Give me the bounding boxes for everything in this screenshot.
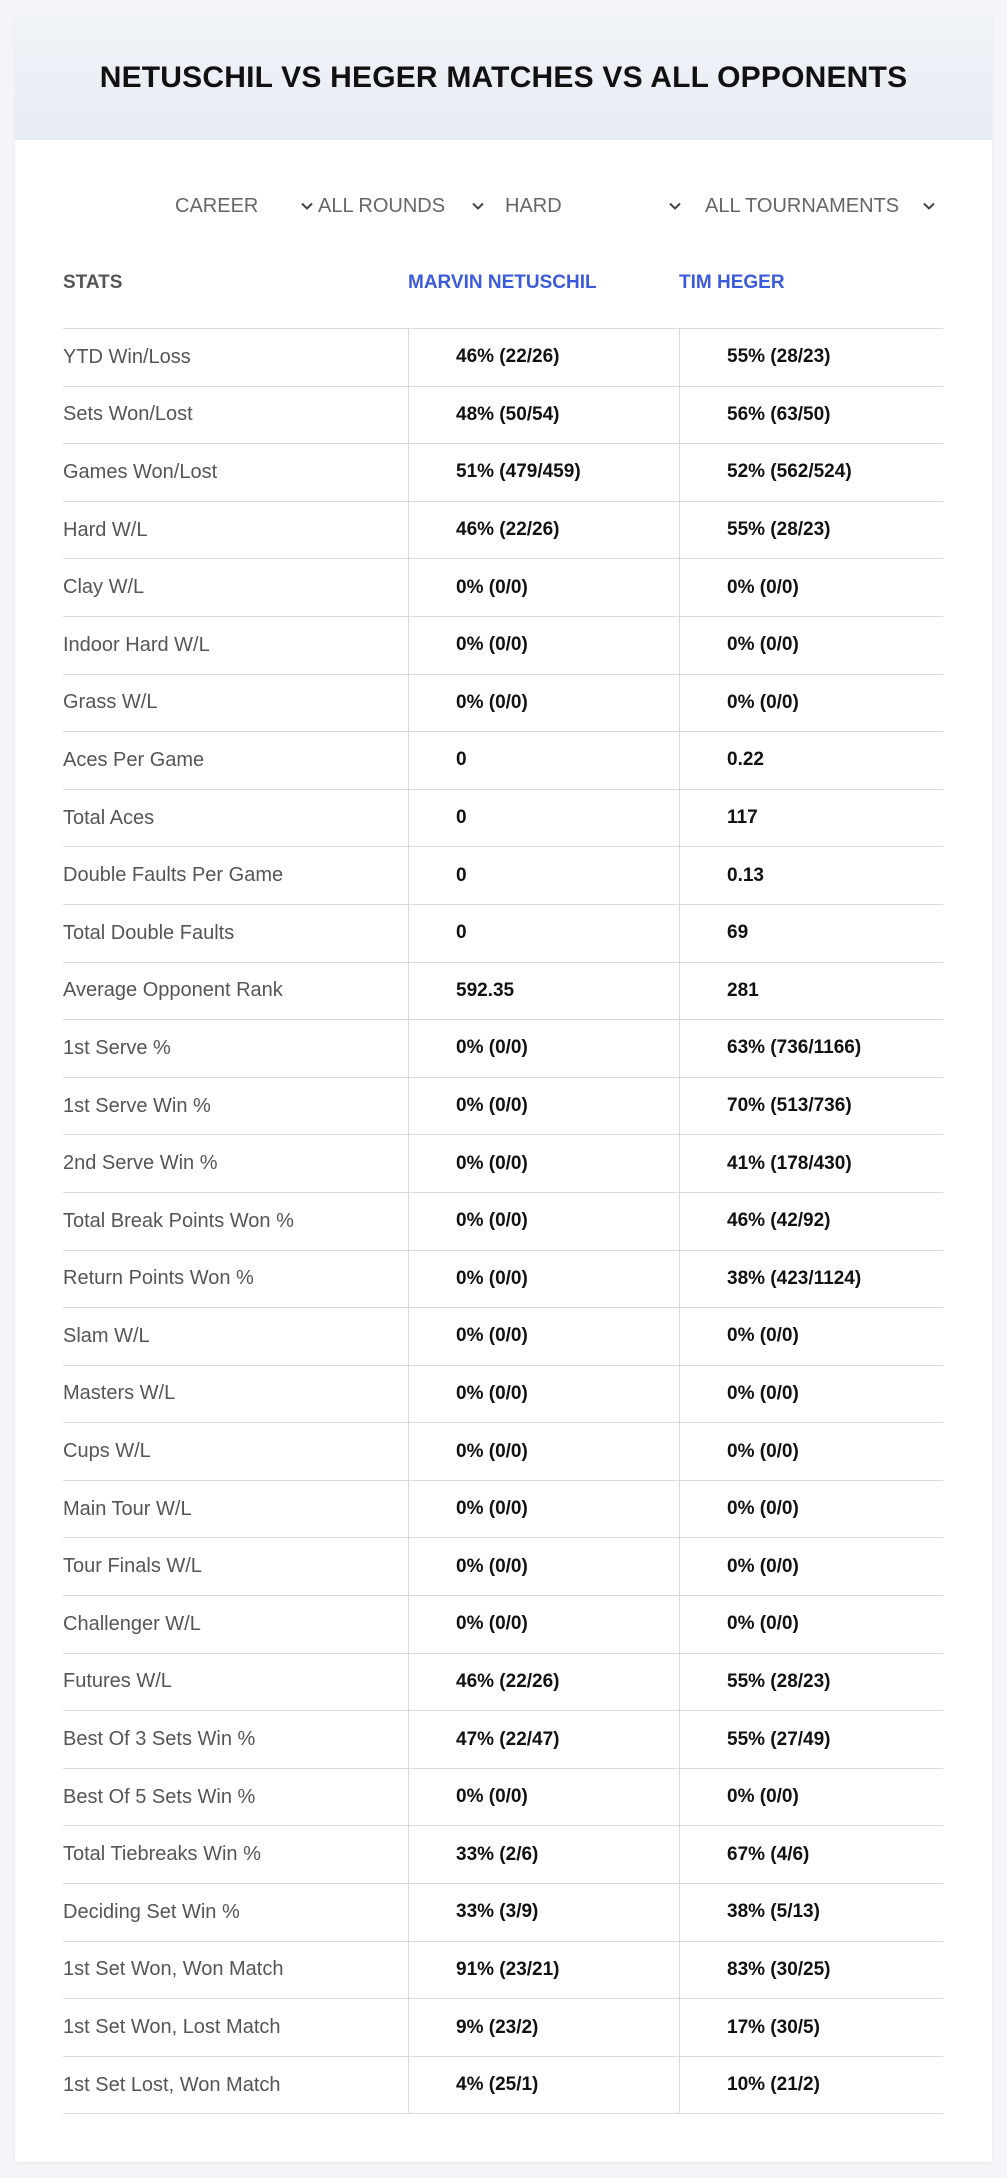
player2-value-text: 0% (0/0) <box>727 1382 799 1404</box>
player2-value-text: 0% (0/0) <box>727 576 799 598</box>
stat-label: Total Double Faults <box>63 921 235 944</box>
player2-value <box>679 1711 831 1768</box>
chevron-down-icon <box>921 198 937 214</box>
table-row <box>63 387 943 445</box>
player2-value <box>679 1020 861 1077</box>
table-row <box>63 559 943 617</box>
stat-label: Double Faults Per Game <box>63 864 284 887</box>
stat-label: Main Tour W/L <box>63 1497 192 1520</box>
stat-label: Games Won/Lost <box>63 460 218 483</box>
player2-value <box>679 387 831 444</box>
filter-career-select[interactable] <box>175 186 315 226</box>
table-row <box>63 847 943 905</box>
player2-value <box>679 1826 809 1883</box>
player1-value-text: 0% (0/0) <box>456 1267 528 1289</box>
player1-value-text: 46% (22/26) <box>456 346 560 368</box>
stats-card <box>15 16 992 2162</box>
stat-label: Grass W/L <box>63 691 158 714</box>
player2-value-text: 0% (0/0) <box>727 1555 799 1577</box>
player1-value <box>408 732 467 789</box>
table-header <box>63 248 943 329</box>
table-row <box>63 1538 943 1596</box>
player2-value <box>679 1942 831 1999</box>
player1-value <box>408 1596 528 1653</box>
stat-label: Indoor Hard W/L <box>63 633 210 656</box>
player2-value-text: 0% (0/0) <box>727 1786 799 1808</box>
player2-value-text: 41% (178/430) <box>727 1152 852 1174</box>
player1-value-text: 4% (25/1) <box>456 2074 539 2096</box>
player2-value <box>679 675 799 732</box>
player2-value <box>679 1769 799 1826</box>
player1-value <box>408 1193 528 1250</box>
card-header <box>15 16 992 140</box>
player1-value <box>408 1251 528 1308</box>
player2-value-text: 0% (0/0) <box>727 1325 799 1347</box>
player2-value <box>679 790 758 847</box>
table-row <box>63 1826 943 1884</box>
filter-bar <box>15 186 992 226</box>
player1-value-text: 0% (0/0) <box>456 1786 528 1808</box>
player1-value-text: 0% (0/0) <box>456 1095 528 1117</box>
stat-label: Best Of 3 Sets Win % <box>63 1728 256 1751</box>
player1-value-text: 0% (0/0) <box>456 1037 528 1059</box>
table-row <box>63 1596 943 1654</box>
table-row <box>63 1884 943 1942</box>
table-row <box>63 1078 943 1136</box>
player1-value <box>408 387 560 444</box>
player2-value-text: 83% (30/25) <box>727 1958 831 1980</box>
player1-value-text: 0% (0/0) <box>456 634 528 656</box>
player1-value-text: 51% (479/459) <box>456 461 581 483</box>
table-body <box>63 329 943 2114</box>
stat-label: Sets Won/Lost <box>63 403 193 426</box>
player2-value-text: 70% (513/736) <box>727 1095 852 1117</box>
player1-value-text: 0% (0/0) <box>456 1210 528 1232</box>
player1-value-text: 9% (23/2) <box>456 2016 539 2038</box>
player2-value <box>679 1884 820 1941</box>
filter-rounds-label: ALL ROUNDS <box>318 194 446 217</box>
player1-value-text: 0% (0/0) <box>456 1325 528 1347</box>
player2-value <box>679 1135 852 1192</box>
player2-value-text: 55% (27/49) <box>727 1728 831 1750</box>
player2-value <box>679 1654 831 1711</box>
stat-label: Total Break Points Won % <box>63 1209 294 1232</box>
player1-value <box>408 1884 538 1941</box>
player1-value-text: 48% (50/54) <box>456 403 560 425</box>
player1-value-text: 0% (0/0) <box>456 576 528 598</box>
player2-value-text: 55% (28/23) <box>727 1670 831 1692</box>
table-row <box>63 1711 943 1769</box>
stat-label: Total Aces <box>63 806 155 829</box>
player1-value <box>408 1711 560 1768</box>
stat-label: Average Opponent Rank <box>63 979 283 1002</box>
player2-value-text: 0% (0/0) <box>727 1498 799 1520</box>
player2-value <box>679 1308 799 1365</box>
stat-label: 2nd Serve Win % <box>63 1152 218 1175</box>
table-row <box>63 1769 943 1827</box>
table-row <box>63 732 943 790</box>
player2-value-text: 52% (562/524) <box>727 461 852 483</box>
player2-value <box>679 1078 852 1135</box>
stat-label: Return Points Won % <box>63 1267 254 1290</box>
player1-value-text: 46% (22/26) <box>456 1670 560 1692</box>
player1-value <box>408 617 528 674</box>
player2-value-text: 17% (30/5) <box>727 2016 820 2038</box>
table-row <box>63 2057 943 2115</box>
table-row <box>63 1366 943 1424</box>
player2-value <box>679 1251 861 1308</box>
player2-value-text: 38% (5/13) <box>727 1901 820 1923</box>
table-row <box>63 502 943 560</box>
player2-value-text: 69 <box>727 922 749 944</box>
table-row <box>63 1942 943 2000</box>
player2-value <box>679 617 799 674</box>
table-row <box>63 1135 943 1193</box>
player1-value <box>408 963 514 1020</box>
player2-value-text: 10% (21/2) <box>727 2074 820 2096</box>
player1-value-text: 0 <box>456 749 467 771</box>
filter-tournaments-label: ALL TOURNAMENTS <box>705 194 900 217</box>
player1-value <box>408 1423 528 1480</box>
player1-value <box>408 1826 538 1883</box>
table-row <box>63 1654 943 1712</box>
player1-value-text: 33% (3/9) <box>456 1901 539 1923</box>
player1-value <box>408 559 528 616</box>
player2-value <box>679 732 764 789</box>
stat-label: Best Of 5 Sets Win % <box>63 1785 256 1808</box>
table-row <box>63 329 943 387</box>
player2-value <box>679 1193 831 1250</box>
player2-value-text: 46% (42/92) <box>727 1210 831 1232</box>
stat-label: 1st Serve % <box>63 1036 171 1059</box>
player1-value <box>408 1366 528 1423</box>
table-row <box>63 905 943 963</box>
player2-value-text: 38% (423/1124) <box>727 1267 862 1289</box>
stat-label: Clay W/L <box>63 576 145 599</box>
table-row <box>63 963 943 1021</box>
player2-value <box>679 559 799 616</box>
player1-value <box>408 329 560 386</box>
player2-value <box>679 1596 799 1653</box>
player1-value <box>408 1020 528 1077</box>
player2-value <box>679 1423 799 1480</box>
filter-career-label: CAREER <box>175 194 259 217</box>
table-row <box>63 444 943 502</box>
column-header-player1[interactable]: MARVIN NETUSCHIL <box>408 272 597 293</box>
stat-label: 1st Set Won, Lost Match <box>63 2016 281 2039</box>
column-header-player2[interactable]: TIM HEGER <box>679 272 785 293</box>
player2-value <box>679 1366 799 1423</box>
table-row <box>63 1423 943 1481</box>
table-row <box>63 1020 943 1078</box>
player2-value <box>679 329 831 386</box>
player1-value <box>408 1538 528 1595</box>
stat-label: Hard W/L <box>63 518 148 541</box>
player1-value <box>408 1308 528 1365</box>
player2-value-text: 281 <box>727 979 759 1001</box>
player2-value-text: 55% (28/23) <box>727 519 831 541</box>
player2-value <box>679 847 764 904</box>
player1-value <box>408 1654 560 1711</box>
player1-value-text: 0 <box>456 807 467 829</box>
player1-value <box>408 1942 560 1999</box>
player2-value <box>679 963 759 1020</box>
player2-value-text: 67% (4/6) <box>727 1843 810 1865</box>
table-row <box>63 1308 943 1366</box>
page-title: NETUSCHIL VS HEGER MATCHES VS ALL OPPONENTS <box>99 61 908 94</box>
stat-label: Cups W/L <box>63 1440 151 1463</box>
table-row <box>63 1999 943 2057</box>
table-row <box>63 675 943 733</box>
player2-value-text: 0% (0/0) <box>727 691 799 713</box>
stat-label: Deciding Set Win % <box>63 1900 240 1923</box>
player1-value-text: 0 <box>456 864 467 886</box>
player2-value <box>679 905 748 962</box>
player1-value-text: 0% (0/0) <box>456 1152 528 1174</box>
player1-value-text: 0% (0/0) <box>456 1440 528 1462</box>
player2-value <box>679 444 852 501</box>
stat-label: 1st Set Won, Won Match <box>63 1958 284 1981</box>
player1-value <box>408 1769 528 1826</box>
player2-value <box>679 1999 820 2056</box>
player1-value <box>408 2057 538 2114</box>
player1-value-text: 46% (22/26) <box>456 519 560 541</box>
player1-value-text: 592.35 <box>456 979 515 1001</box>
player1-value <box>408 790 467 847</box>
stat-label: Slam W/L <box>63 1324 150 1347</box>
player2-value <box>679 1481 799 1538</box>
table-row <box>63 617 943 675</box>
filter-tournaments-select[interactable] <box>705 186 937 226</box>
player1-value <box>408 444 581 501</box>
player1-value <box>408 847 467 904</box>
table-row <box>63 790 943 848</box>
table-row <box>63 1193 943 1251</box>
table-row <box>63 1251 943 1309</box>
stat-label: Aces Per Game <box>63 748 205 771</box>
player2-value-text: 63% (736/1166) <box>727 1037 862 1059</box>
stat-label: 1st Serve Win % <box>63 1094 211 1117</box>
stat-label: Futures W/L <box>63 1670 172 1693</box>
player2-value <box>679 2057 820 2114</box>
player2-value <box>679 1538 799 1595</box>
player1-value-text: 0 <box>456 922 467 944</box>
player1-value <box>408 905 467 962</box>
player2-value <box>679 502 831 559</box>
chevron-down-icon <box>667 198 683 214</box>
player1-value-text: 0% (0/0) <box>456 1498 528 1520</box>
player1-value-text: 0% (0/0) <box>456 1555 528 1577</box>
stat-label: Challenger W/L <box>63 1612 201 1635</box>
player1-value-text: 33% (2/6) <box>456 1843 539 1865</box>
player1-value-text: 0% (0/0) <box>456 691 528 713</box>
player2-value-text: 55% (28/23) <box>727 346 831 368</box>
stat-label: 1st Set Lost, Won Match <box>63 2073 281 2096</box>
player1-value-text: 0% (0/0) <box>456 1382 528 1404</box>
player1-value-text: 47% (22/47) <box>456 1728 560 1750</box>
player2-value-text: 0.22 <box>727 749 764 771</box>
player2-value-text: 0% (0/0) <box>727 1613 799 1635</box>
stat-label: Masters W/L <box>63 1382 176 1405</box>
filter-rounds-select[interactable] <box>318 186 486 226</box>
player2-value-text: 0.13 <box>727 864 764 886</box>
stat-label: Total Tiebreaks Win % <box>63 1843 261 1866</box>
player1-value <box>408 675 528 732</box>
column-header-stats: STATS <box>63 272 123 293</box>
player1-value-text: 91% (23/21) <box>456 1958 560 1980</box>
player1-value <box>408 502 560 559</box>
player1-value <box>408 1135 528 1192</box>
chevron-down-icon <box>299 198 315 214</box>
player1-value <box>408 1078 528 1135</box>
player1-value <box>408 1999 538 2056</box>
stat-label: Tour Finals W/L <box>63 1555 202 1578</box>
stats-table <box>63 248 943 2114</box>
player2-value-text: 0% (0/0) <box>727 1440 799 1462</box>
stat-label: YTD Win/Loss <box>63 345 191 368</box>
player2-value-text: 0% (0/0) <box>727 634 799 656</box>
player1-value-text: 0% (0/0) <box>456 1613 528 1635</box>
chevron-down-icon <box>470 198 486 214</box>
table-row <box>63 1481 943 1539</box>
filter-surface-select[interactable] <box>505 186 683 226</box>
player1-value <box>408 1481 528 1538</box>
player2-value-text: 56% (63/50) <box>727 403 831 425</box>
filter-surface-label: HARD <box>505 194 562 217</box>
player2-value-text: 117 <box>727 807 758 829</box>
